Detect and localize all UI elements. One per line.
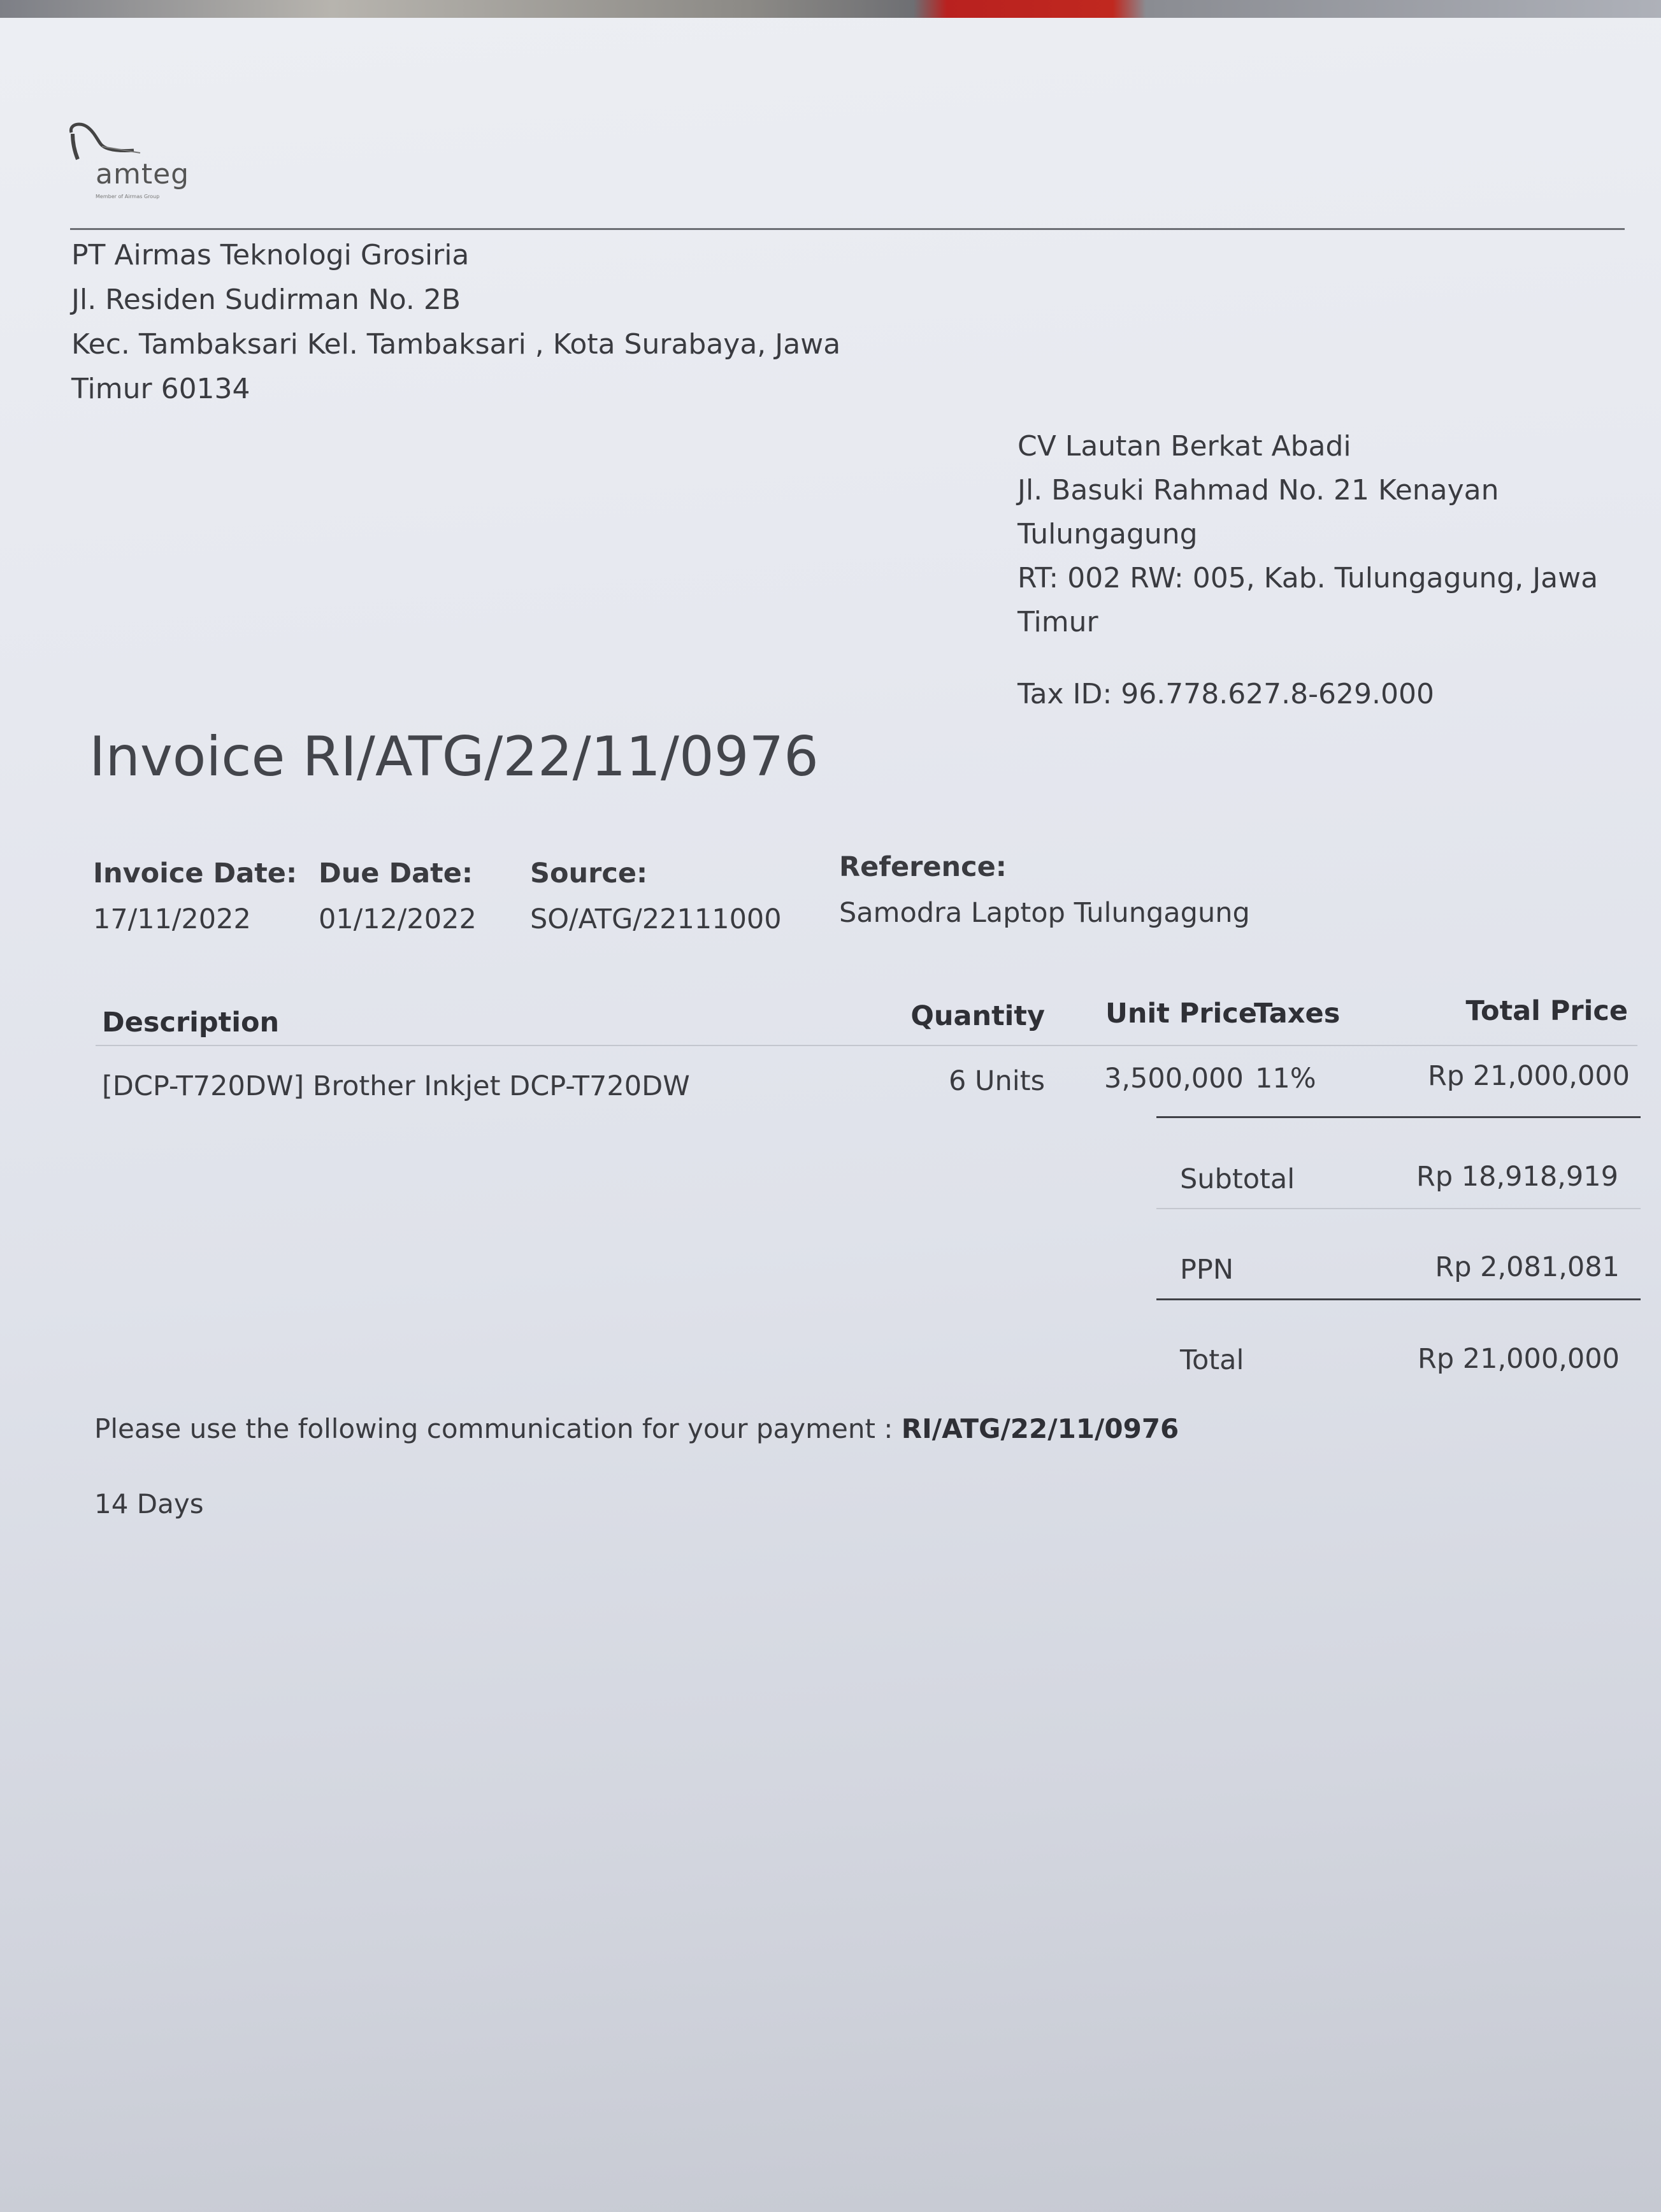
header-divider: [70, 228, 1625, 230]
total-label: Total: [1180, 1344, 1244, 1376]
meta-label: Due Date:: [319, 858, 473, 889]
meta-label: Source:: [530, 858, 648, 889]
row-taxes: 11%: [1255, 1063, 1316, 1095]
row-description: [DCP-T720DW] Brother Inkjet DCP-T720DW: [102, 1070, 690, 1102]
customer-name: CV Lautan Berkat Abadi: [1017, 430, 1351, 463]
company-city: Timur 60134: [71, 373, 250, 405]
company-name: PT Airmas Teknologi Grosiria: [71, 239, 470, 271]
meta-reference: [839, 851, 1250, 929]
logo-wordmark: amteg: [96, 158, 190, 190]
customer-street: Jl. Basuki Rahmad No. 21 Kenayan: [1017, 474, 1499, 506]
col-header-taxes: Taxes: [1254, 998, 1341, 1030]
subtotal-divider: [1156, 1208, 1641, 1209]
company-district: Kec. Tambaksari Kel. Tambaksari , Kota Surabaya, Jawa: [71, 328, 841, 361]
company-address: [71, 233, 840, 412]
col-header-description: Description: [102, 1007, 280, 1038]
meta-value: Samodra Laptop Tulungagung: [839, 897, 1250, 929]
invoice-page: [0, 18, 1661, 2212]
row-total-price: Rp 21,000,000: [1427, 1060, 1630, 1092]
customer-city: Tulungagung: [1017, 518, 1198, 550]
col-header-unit-price: Unit Price: [1105, 998, 1257, 1030]
company-street: Jl. Residen Sudirman No. 2B: [71, 284, 461, 316]
total-divider: [1156, 1298, 1641, 1300]
meta-source: [530, 858, 782, 935]
meta-value: 17/11/2022: [93, 903, 251, 935]
payment-communication: [94, 1413, 1179, 1444]
summary-top-divider: [1156, 1116, 1641, 1118]
customer-address: [1017, 424, 1598, 716]
subtotal-label: Subtotal: [1180, 1163, 1295, 1195]
customer-tax-id: Tax ID: 96.778.627.8-629.000: [1017, 678, 1434, 710]
payment-text: Please use the following communication for your payment :: [94, 1413, 902, 1444]
payment-reference: RI/ATG/22/11/0976: [901, 1413, 1179, 1444]
total-value: Rp 21,000,000: [1417, 1343, 1620, 1375]
meta-value: 01/12/2022: [319, 903, 477, 935]
row-unit-price: 3,500,000: [1104, 1063, 1244, 1095]
invoice-title: Invoice RI/ATG/22/11/0976: [89, 725, 819, 789]
customer-region: RT: 002 RW: 005, Kab. Tulungagung, Jawa: [1017, 562, 1599, 594]
tax-value: Rp 2,081,081: [1435, 1251, 1620, 1283]
payment-terms: 14 Days: [94, 1488, 204, 1519]
row-quantity: 6 Units: [949, 1065, 1045, 1097]
meta-invoice-date: [93, 858, 297, 935]
tax-label: PPN: [1180, 1254, 1234, 1286]
table-header-divider: [96, 1045, 1637, 1046]
col-header-total-price: Total Price: [1465, 995, 1628, 1027]
meta-label: Invoice Date:: [93, 858, 298, 889]
customer-province: Timur: [1017, 606, 1098, 638]
meta-due-date: [319, 858, 477, 935]
col-header-quantity: Quantity: [910, 1000, 1045, 1032]
logo-tagline: Member of Airmas Group: [96, 194, 160, 199]
subtotal-value: Rp 18,918,919: [1416, 1161, 1618, 1193]
meta-label: Reference:: [839, 851, 1007, 883]
meta-value: SO/ATG/22111000: [530, 903, 782, 935]
